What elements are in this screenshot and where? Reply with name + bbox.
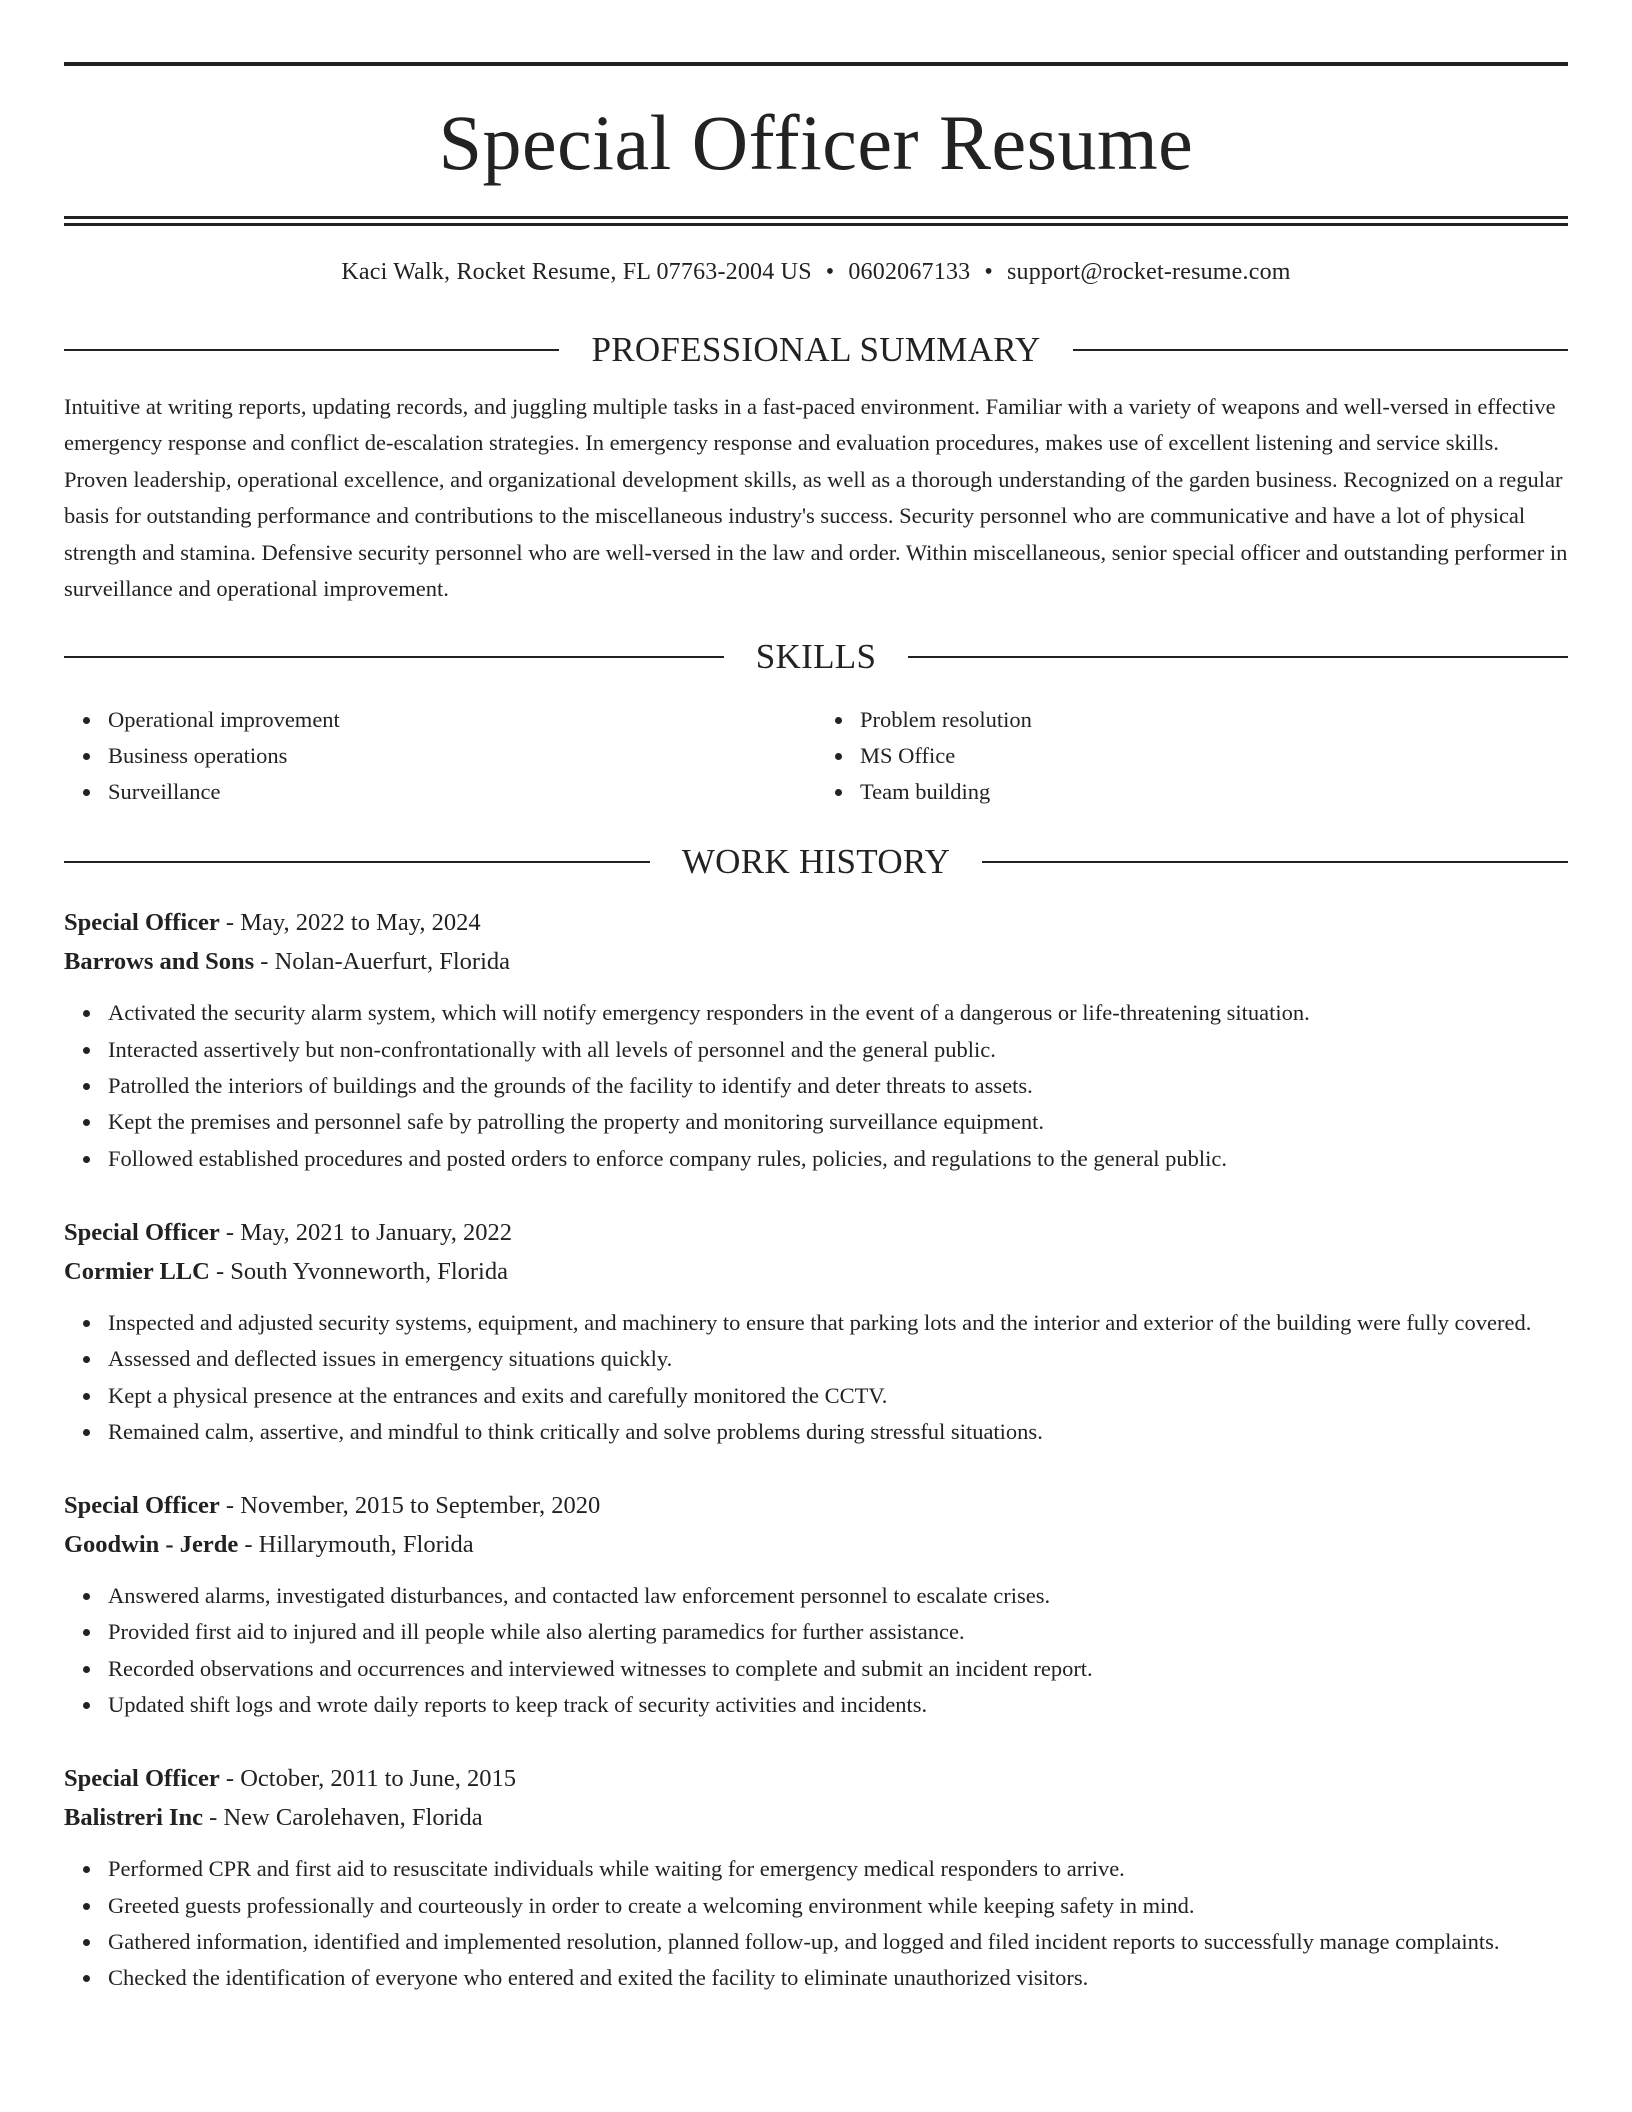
job-dash: - (238, 1531, 259, 1559)
job-dash: - (219, 909, 241, 937)
job-title-line (64, 1486, 1568, 1525)
job-company-line (64, 1525, 1568, 1564)
summary-section-heading (64, 332, 1568, 367)
job-company-line (64, 1798, 1568, 1837)
job-company: Cormier LLC (64, 1257, 210, 1285)
contact-phone: 0602067133 (848, 259, 971, 285)
job-company: Balistreri Inc (64, 1804, 204, 1832)
contact-separator: • (825, 259, 835, 285)
heading-rule-right (908, 656, 1568, 658)
job-entry (64, 903, 1568, 1176)
job-bullet: Checked the identification of everyone who entered and exited the facility to eliminate unauthorized visitors. (108, 1960, 1568, 1996)
job-location: New Carolehaven, Florida (223, 1804, 483, 1832)
job-location: Nolan-Auerfurt, Florida (274, 948, 510, 976)
job-bullet: Activated the security alarm system, which will notify emergency responders in the event of a dangerous or life-threatening situation. (108, 995, 1568, 1031)
job-bullet: Answered alarms, investigated disturbances, and contacted law enforcement personnel to escalate crises. (108, 1578, 1568, 1614)
job-dates: November, 2015 to September, 2020 (240, 1492, 601, 1520)
job-company-line (64, 1252, 1568, 1291)
skills-section-heading (64, 637, 1568, 677)
job-bullet: Kept a physical presence at the entrances and exits and carefully monitored the CCTV. (108, 1378, 1568, 1414)
job-company: Goodwin - Jerde (64, 1531, 239, 1559)
skills-heading: SKILLS (755, 637, 877, 677)
job-bullet: Provided first aid to injured and ill people while also alerting paramedics for further assistance. (108, 1614, 1568, 1650)
job-dates: October, 2011 to June, 2015 (240, 1765, 516, 1793)
job-bullet: Remained calm, assertive, and mindful to think critically and solve problems during stressful situations. (108, 1414, 1568, 1450)
skill-item: MS Office (860, 738, 1568, 774)
skill-item: Business operations (108, 738, 816, 774)
contact-separator: • (984, 259, 993, 285)
job-dates: May, 2022 to May, 2024 (240, 909, 481, 937)
summary-text: Intuitive at writing reports, updating records, and juggling multiple tasks in a fast-paced environment. Familiar with a variety of weapons and well-versed in effective emergency response and conflict de-escalation strategies. In emergency response and evaluation procedures, makes use of excellent listening and service skills. Proven leadership, operational excellence, and organizational development skills, as well as a thorough understanding of the garden business. Recognized on a regular basis for outstanding performance and contributions to the miscellaneous industry's success. Security personnel who are communicative and have a lot of physical strength and stamina. Defensive security personnel who are well-versed in the law and order. Within miscellaneous, senior special officer and outstanding performer in surveillance and operational improvement. (64, 394, 1568, 602)
job-title-line (64, 1213, 1568, 1252)
job-title: Special Officer (64, 1218, 220, 1246)
job-bullet: Followed established procedures and posted orders to enforce company rules, policies, and regulations to the general public. (108, 1141, 1568, 1177)
job-bullets (64, 1578, 1568, 1723)
skill-item: Problem resolution (860, 702, 1568, 738)
summary-heading: PROFESSIONAL SUMMARY (591, 330, 1041, 369)
job-bullet: Updated shift logs and wrote daily reports to keep track of security activities and incidents. (108, 1687, 1568, 1723)
job-bullet: Patrolled the interiors of buildings and the grounds of the facility to identify and deter threats to assets. (108, 1068, 1568, 1104)
job-bullets (64, 1851, 1568, 1996)
heading-rule-left (64, 656, 724, 658)
skill-item: Operational improvement (108, 702, 816, 738)
skills-column-left (64, 702, 816, 810)
heading-rule-left (64, 861, 650, 863)
job-dash: - (209, 1257, 231, 1285)
job-title: Special Officer (64, 1492, 220, 1520)
job-dates: May, 2021 to January, 2022 (240, 1218, 512, 1246)
job-bullet: Recorded observations and occurrences and interviewed witnesses to complete and submit an incident report. (108, 1651, 1568, 1687)
job-bullets (64, 995, 1568, 1176)
contact-address: Kaci Walk, Rocket Resume, FL 07763-2004 US (341, 259, 812, 285)
job-bullet: Interacted assertively but non-confrontationally with all levels of personnel and the general public. (108, 1032, 1568, 1068)
job-title: Special Officer (64, 909, 220, 937)
job-dash: - (219, 1492, 241, 1520)
heading-rule-right (1073, 349, 1568, 351)
job-bullet: Inspected and adjusted security systems, equipment, and machinery to ensure that parking lots and the interior and exterior of the building were fully covered. (108, 1305, 1568, 1341)
job-bullet: Greeted guests professionally and courteously in order to create a welcoming environment while keeping safety in mind. (108, 1888, 1568, 1924)
job-title: Special Officer (64, 1765, 220, 1793)
skills-column-right (816, 702, 1568, 810)
heading-rule-right (982, 861, 1568, 863)
contact-email: support@rocket-resume.com (1006, 259, 1291, 285)
top-rule (64, 62, 1568, 66)
job-entry (64, 1759, 1568, 1996)
heading-rule-left (64, 349, 559, 351)
job-bullets (64, 1305, 1568, 1450)
job-company-line (64, 942, 1568, 981)
job-bullet: Kept the premises and personnel safe by patrolling the property and monitoring surveillance equipment. (108, 1104, 1568, 1140)
skills-list (64, 702, 1568, 810)
work-section-heading (64, 842, 1568, 882)
job-dash: - (254, 948, 275, 976)
job-dash: - (203, 1804, 224, 1832)
resume-title: Special Officer Resume (438, 99, 1194, 186)
job-entry (64, 1486, 1568, 1723)
job-bullet: Gathered information, identified and implemented resolution, planned follow-up, and logged and filed incident reports to successfully manage complaints. (108, 1924, 1568, 1960)
job-dash: - (219, 1218, 241, 1246)
job-title-line (64, 1759, 1568, 1798)
contact-line (64, 260, 1568, 284)
job-bullet: Performed CPR and first aid to resuscitate individuals while waiting for emergency medical responders to arrive. (108, 1851, 1568, 1887)
skill-item: Surveillance (108, 774, 816, 810)
skill-item: Team building (860, 774, 1568, 810)
double-rule (64, 216, 1568, 226)
job-title-line (64, 903, 1568, 942)
work-history (64, 903, 1568, 1996)
job-bullet: Assessed and deflected issues in emergency situations quickly. (108, 1341, 1568, 1377)
job-entry (64, 1213, 1568, 1450)
job-location: Hillarymouth, Florida (258, 1531, 474, 1559)
job-location: South Yvonneworth, Florida (230, 1257, 508, 1285)
job-company: Barrows and Sons (64, 948, 255, 976)
job-dash: - (219, 1765, 241, 1793)
work-heading: WORK HISTORY (681, 842, 951, 882)
